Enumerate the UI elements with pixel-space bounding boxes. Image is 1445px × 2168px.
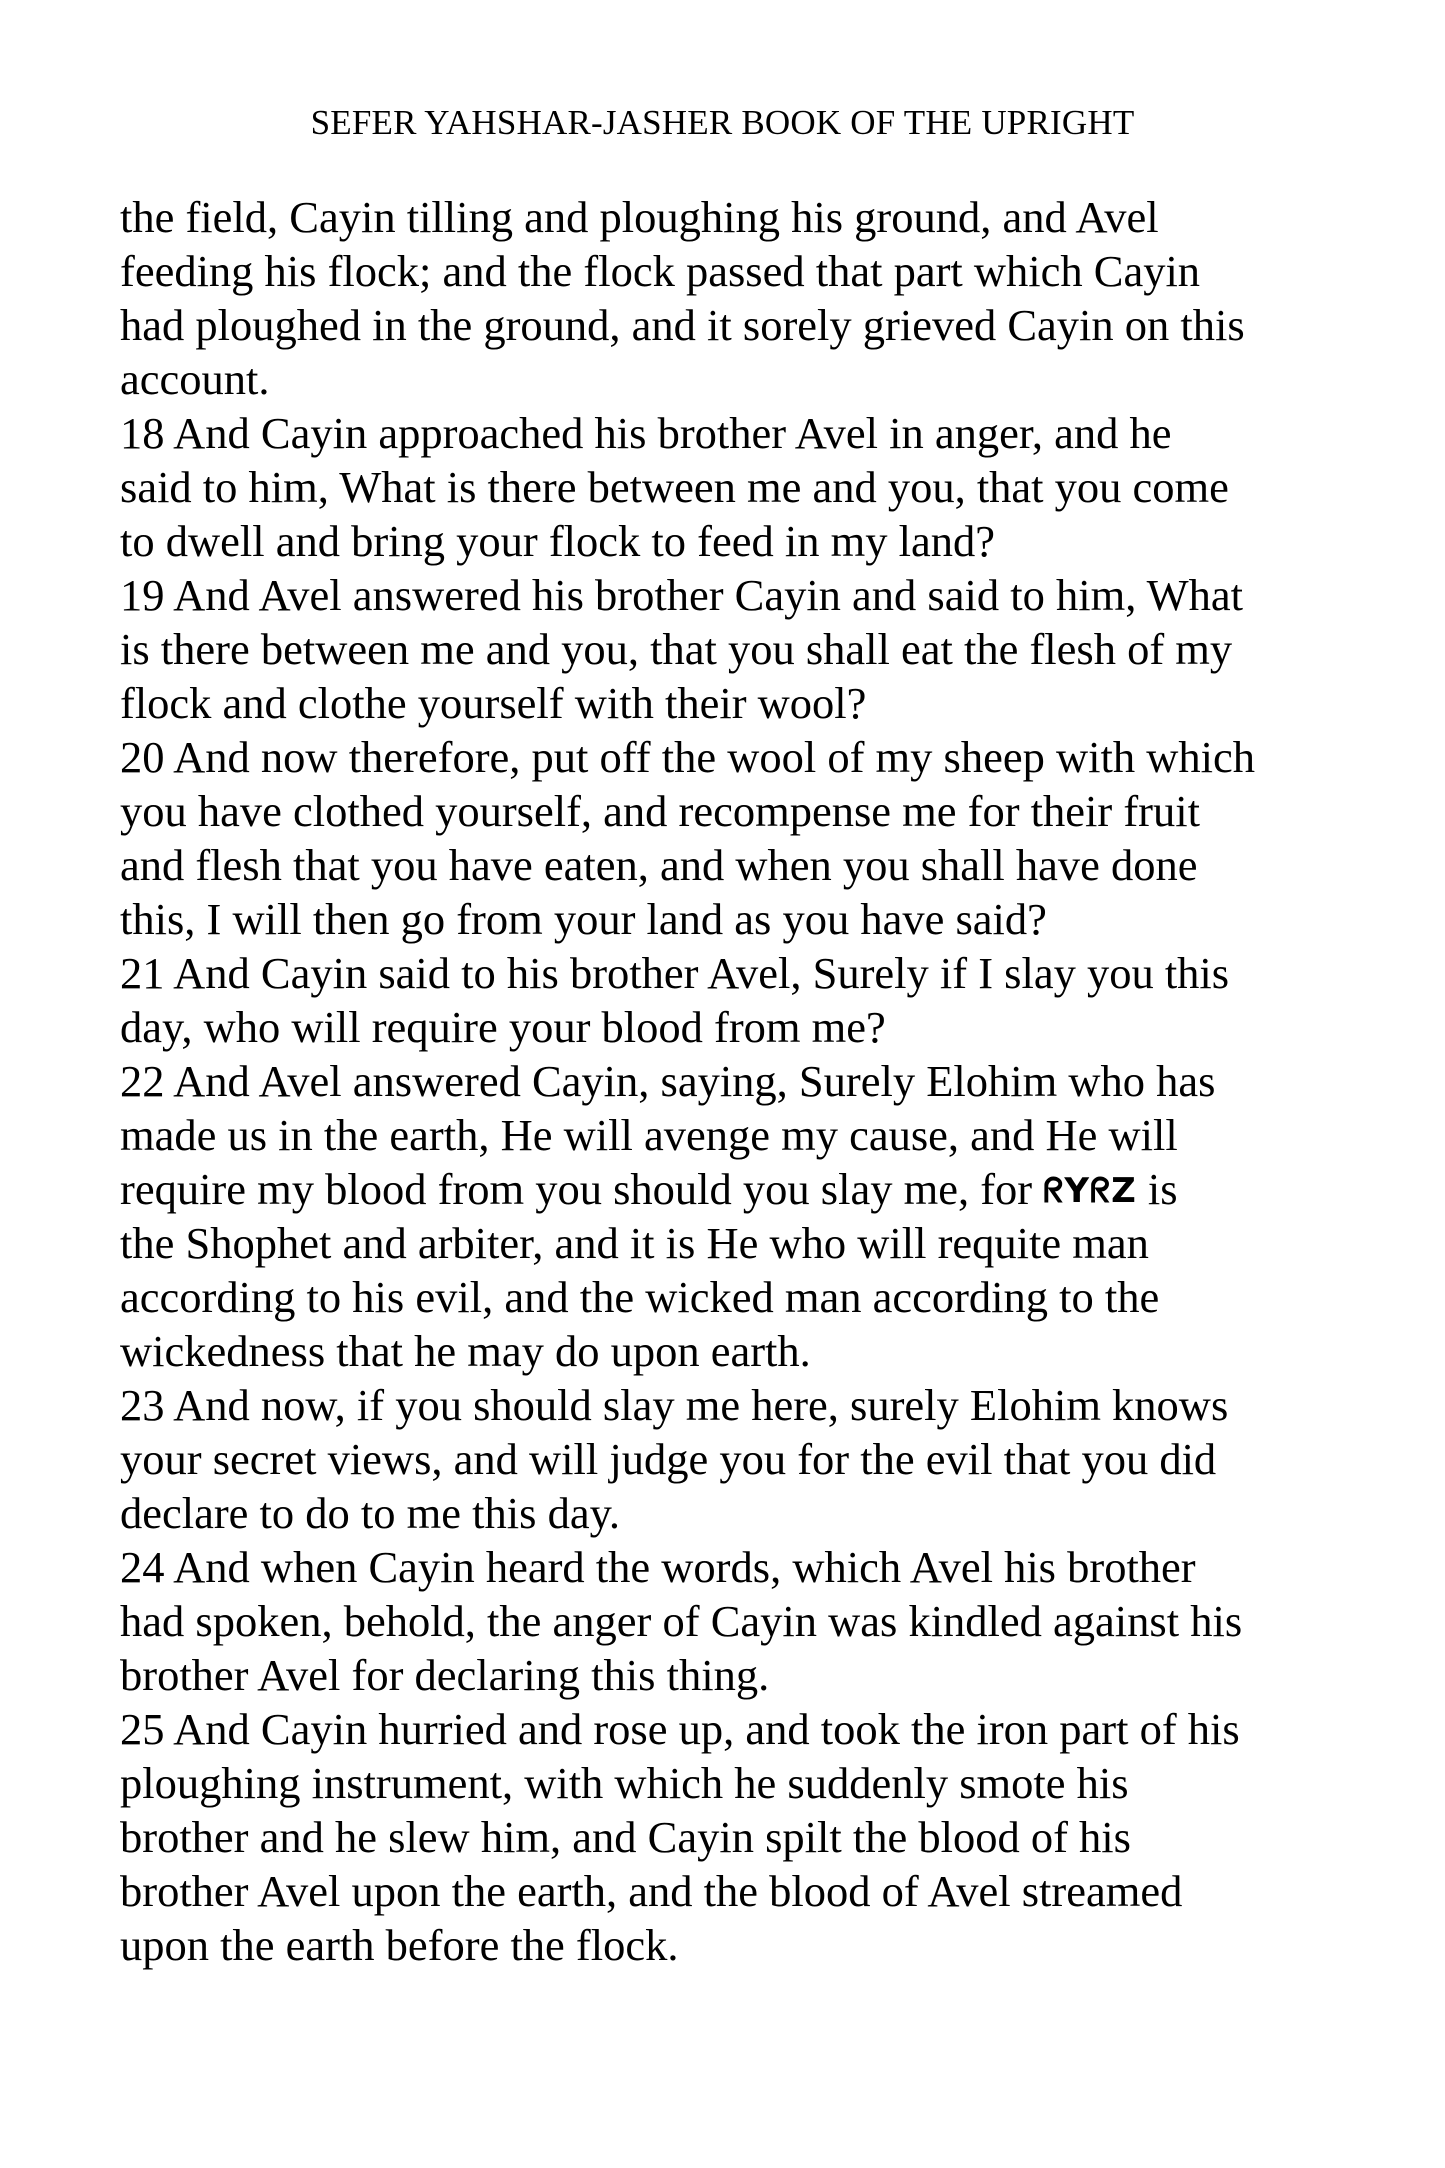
- text-line: and flesh that you have eaten, and when you shall have done: [120, 840, 1198, 890]
- text-line: ploughing instrument, with which he suddenly smote his: [120, 1758, 1129, 1808]
- running-header: SEFER YAHSHAR-JASHER BOOK OF THE UPRIGHT: [310, 103, 1135, 142]
- text-line: the field, Cayin tilling and ploughing his ground, and Avel: [120, 192, 1159, 242]
- text-line: 21 And Cayin said to his brother Avel, Surely if I slay you this: [120, 948, 1230, 998]
- text-line: flock and clothe yourself with their wool?: [120, 678, 867, 728]
- divine-name-glyphs: ᖇYᖇZ: [1043, 1171, 1137, 1211]
- text-line: made us in the earth, He will avenge my cause, and He will: [120, 1110, 1178, 1160]
- text-line-part: require my blood from you should you slay me, for: [120, 1164, 1033, 1214]
- text-line: is there between me and you, that you shall eat the flesh of my: [120, 624, 1233, 674]
- text-line: declare to do to me this day.: [120, 1488, 621, 1538]
- text-line: said to him, What is there between me and you, that you come: [120, 462, 1229, 512]
- text-line: 23 And now, if you should slay me here, surely Elohim knows: [120, 1380, 1229, 1430]
- text-line-part: is: [1147, 1164, 1178, 1214]
- text-line: day, who will require your blood from me?: [120, 1002, 886, 1052]
- text-line: 20 And now therefore, put off the wool of my sheep with which: [120, 732, 1255, 782]
- text-line: brother Avel for declaring this thing.: [120, 1650, 770, 1700]
- text-line: 24 And when Cayin heard the words, which Avel his brother: [120, 1542, 1196, 1592]
- text-line: feeding his flock; and the flock passed that part which Cayin: [120, 246, 1201, 296]
- text-line: according to his evil, and the wicked man according to the: [120, 1272, 1160, 1322]
- text-line: 25 And Cayin hurried and rose up, and took the iron part of his: [120, 1704, 1240, 1754]
- text-line: brother Avel upon the earth, and the blood of Avel streamed: [120, 1866, 1183, 1916]
- text-line: 19 And Avel answered his brother Cayin and said to him, What: [120, 570, 1244, 620]
- body-text: [120, 190, 1350, 1972]
- text-line: account.: [120, 354, 270, 404]
- text-line: upon the earth before the flock.: [120, 1920, 679, 1970]
- text-line: the Shophet and arbiter, and it is He who will requite man: [120, 1218, 1149, 1268]
- text-line: your secret views, and will judge you for the evil that you did: [120, 1434, 1217, 1484]
- text-line: had ploughed in the ground, and it sorely grieved Cayin on this: [120, 300, 1245, 350]
- text-line: brother and he slew him, and Cayin spilt the blood of his: [120, 1812, 1131, 1862]
- text-line: 22 And Avel answered Cayin, saying, Surely Elohim who has: [120, 1056, 1216, 1106]
- text-line: wickedness that he may do upon earth.: [120, 1326, 811, 1376]
- text-line: 18 And Cayin approached his brother Avel in anger, and he: [120, 408, 1172, 458]
- text-line-with-divine-name: [120, 1162, 1350, 1216]
- text-line: had spoken, behold, the anger of Cayin was kindled against his: [120, 1596, 1243, 1646]
- text-line: this, I will then go from your land as you have said?: [120, 894, 1047, 944]
- text-line: you have clothed yourself, and recompense me for their fruit: [120, 786, 1200, 836]
- text-line: to dwell and bring your flock to feed in my land?: [120, 516, 995, 566]
